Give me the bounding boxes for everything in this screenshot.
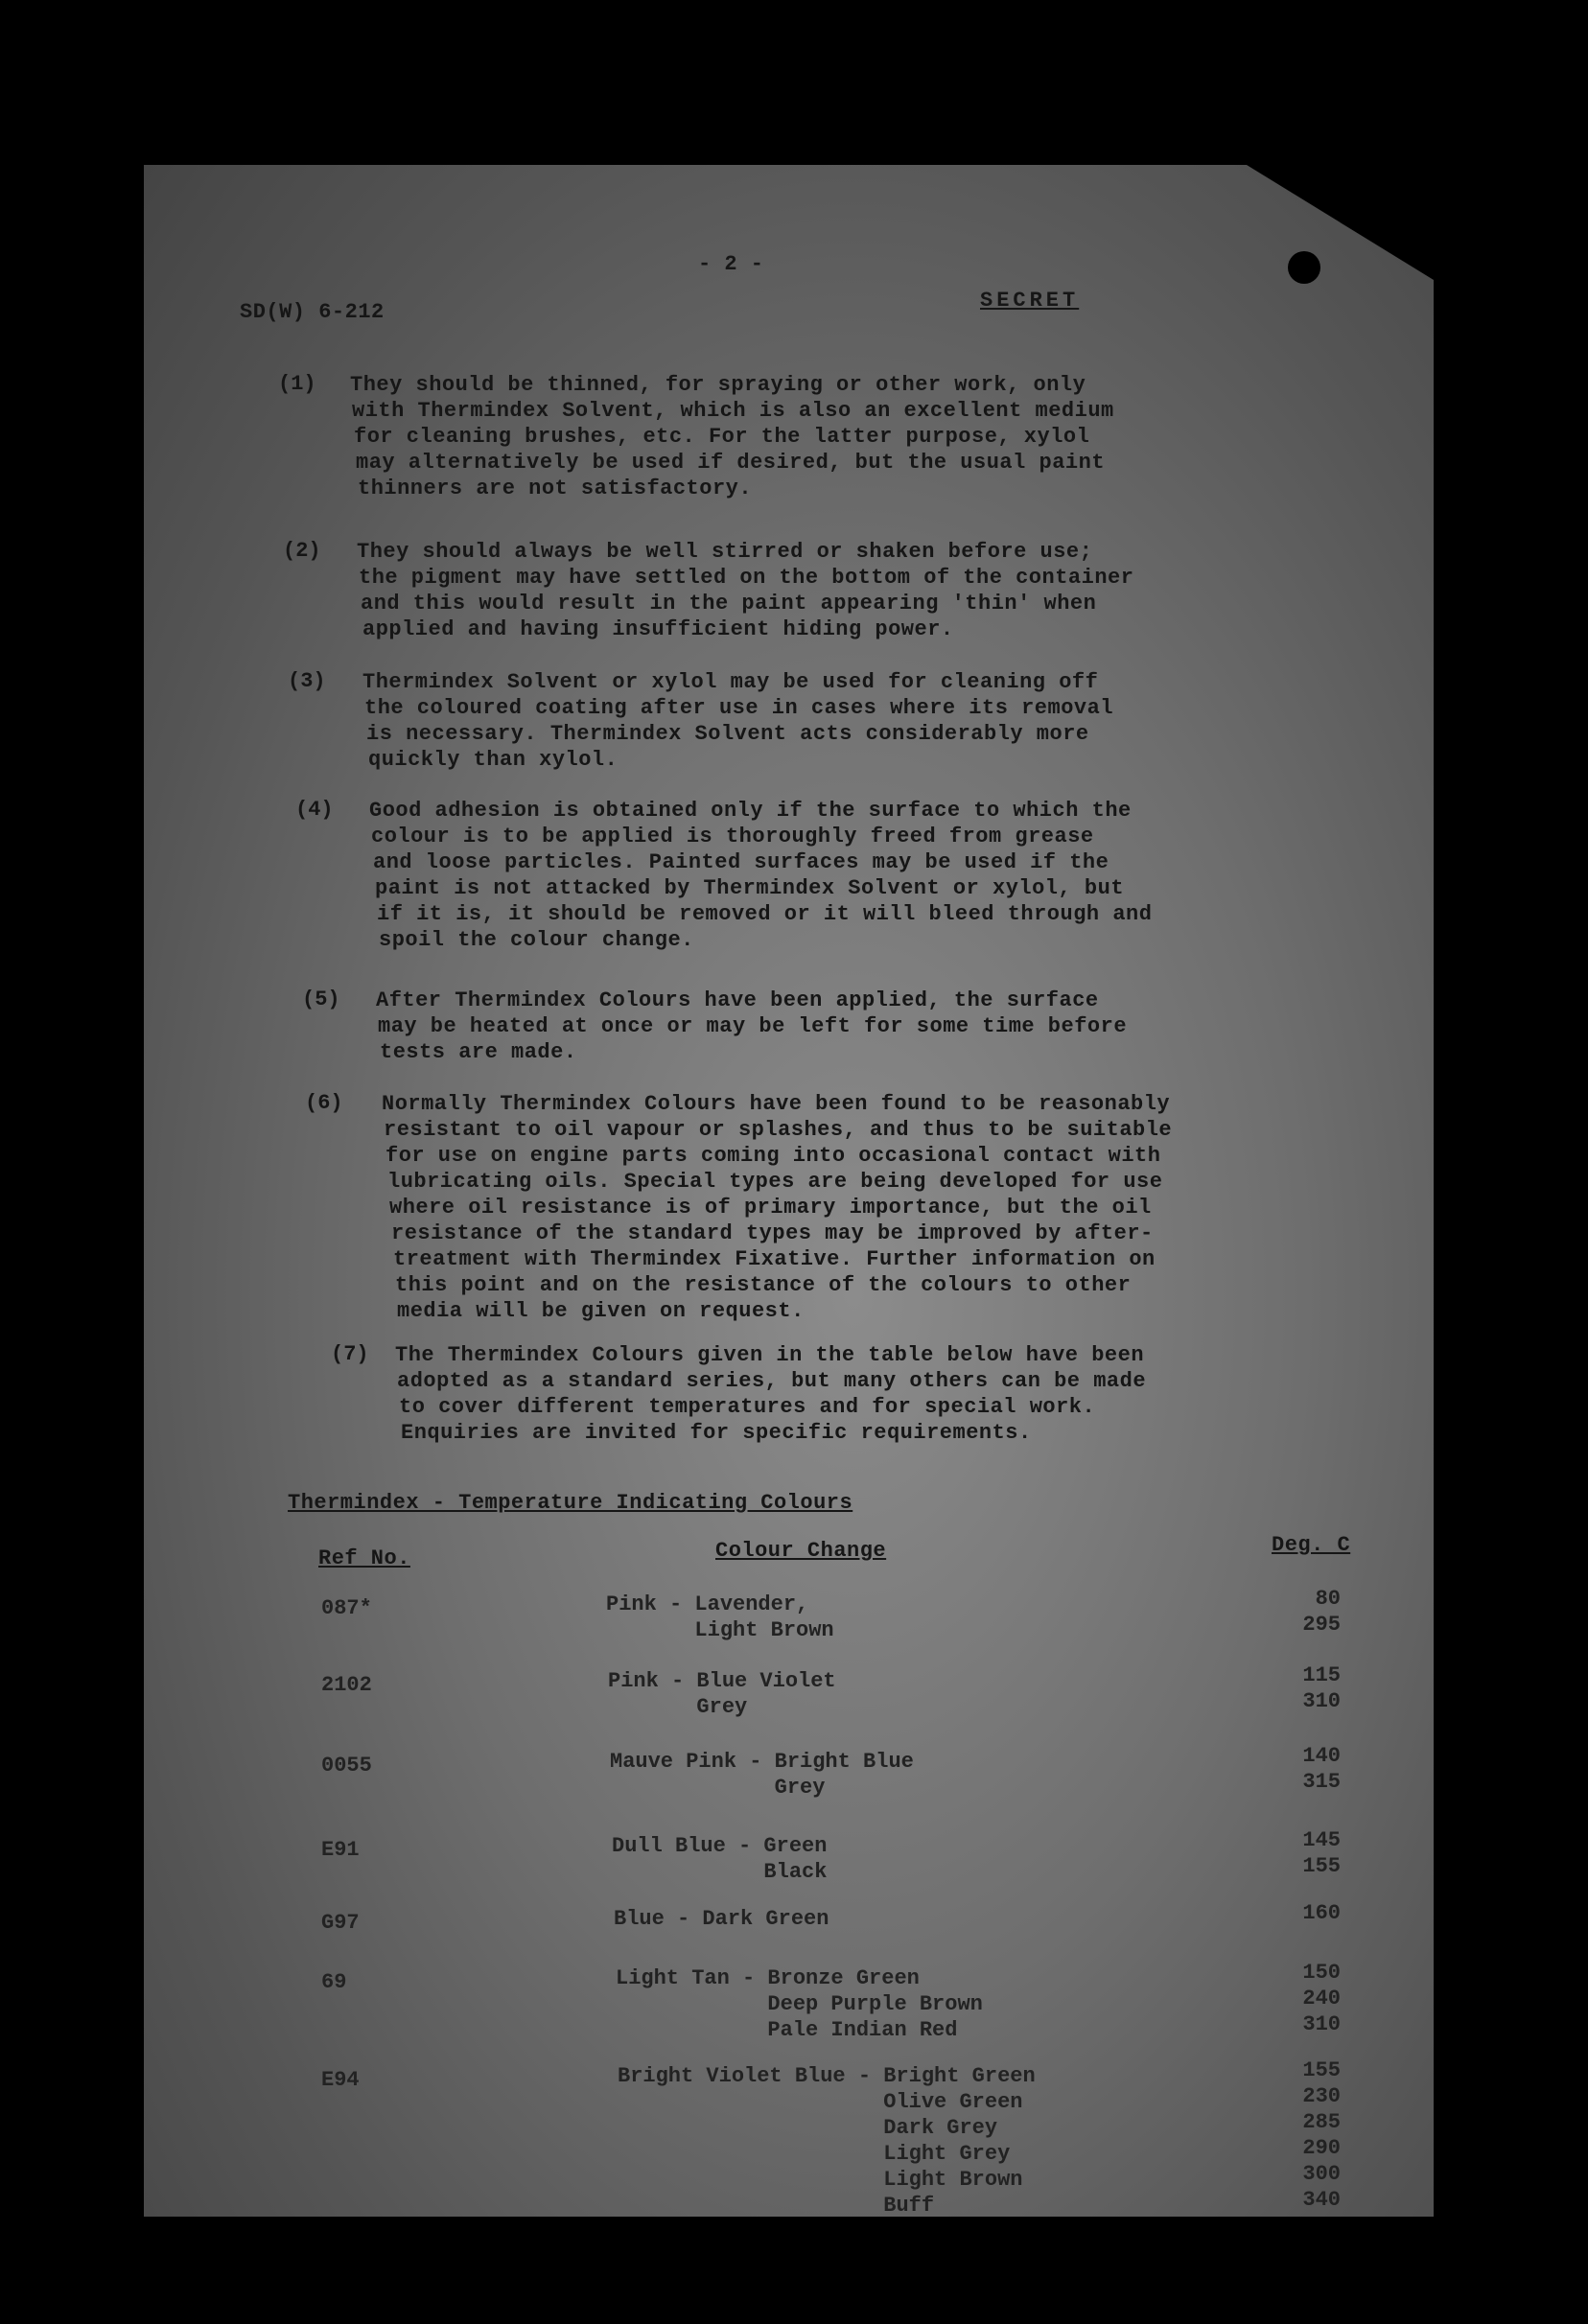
paragraph-line: They should always be well stirred or shaken before use; — [357, 540, 1093, 564]
paragraph-line: After Thermindex Colours have been applied, the surface — [376, 988, 1099, 1012]
table-row-colour-change: Light Tan - Bronze Green Deep Purple Brown Pale Indian Red — [616, 1966, 983, 2042]
table-row-ref: E91 — [321, 1838, 360, 1862]
table-row-ref: 2102 — [321, 1673, 372, 1697]
paragraph-line: treatment with Thermindex Fixative. Further information on — [393, 1247, 1156, 1271]
table-row-ref: 0055 — [321, 1754, 372, 1778]
paragraph-number: (7) — [331, 1342, 369, 1366]
paragraph-line: for cleaning brushes, etc. For the latter purpose, xylol — [354, 425, 1090, 449]
paragraph-line: and this would result in the paint appearing 'thin' when — [361, 592, 1097, 616]
document-reference: SD(W) 6-212 — [240, 300, 385, 324]
column-header-deg: Deg. C — [1272, 1533, 1351, 1557]
table-row-deg: 155 230 285 290 300 340 — [1302, 2058, 1341, 2212]
paragraph-line: applied and having insufficient hiding power. — [362, 617, 954, 641]
table-row-deg: 80 295 — [1302, 1587, 1341, 1637]
paragraph-line: resistant to oil vapour or splashes, and thus to be suitable — [384, 1118, 1173, 1142]
paragraph-line: quickly than xylol. — [368, 748, 619, 772]
punch-hole — [1288, 251, 1320, 284]
paragraph-line: colour is to be applied is thoroughly freed from grease — [371, 825, 1094, 848]
table-row-colour-change: Bright Violet Blue - Bright Green Olive Green Dark Grey Light Grey Light Brown Buff — [618, 2064, 1036, 2218]
paragraph-line: spoil the colour change. — [379, 928, 694, 952]
paragraph-number: (5) — [302, 988, 340, 1011]
paragraph-line: media will be given on request. — [397, 1299, 805, 1323]
paragraph-line: Enquiries are invited for specific requirements. — [401, 1421, 1032, 1445]
table-row-colour-change: Pink - Lavender, Light Brown — [606, 1592, 834, 1642]
paragraph-number: (3) — [288, 669, 326, 693]
paragraph-line: where oil resistance is of primary importance, but the oil — [389, 1196, 1152, 1220]
column-header-colour-change: Colour Change — [715, 1539, 887, 1563]
table-title: Thermindex - Temperature Indicating Colours — [288, 1491, 853, 1515]
paragraph-line: with Thermindex Solvent, which is also an excellent medium — [352, 399, 1114, 423]
classification-mark: SECRET — [980, 289, 1080, 313]
table-row-colour-change: Pink - Blue Violet Grey — [608, 1669, 836, 1719]
table-row-colour-change: Dull Blue - Green Black — [612, 1834, 828, 1884]
table-row-deg: 140 315 — [1302, 1744, 1341, 1794]
paragraph-line: the coloured coating after use in cases where its removal — [364, 696, 1114, 720]
paragraph-line: Normally Thermindex Colours have been found to be reasonably — [382, 1092, 1171, 1116]
table-row-ref: 69 — [321, 1970, 347, 1994]
paragraph-line: is necessary. Thermindex Solvent acts considerably more — [366, 722, 1089, 746]
column-header-ref: Ref No. — [318, 1546, 410, 1570]
paragraph-number: (2) — [283, 539, 321, 563]
table-row-deg: 160 — [1302, 1901, 1341, 1925]
paragraph-line: this point and on the resistance of the colours to other — [395, 1273, 1132, 1297]
table-row-deg: 145 155 — [1302, 1828, 1341, 1878]
paragraph-line: resistance of the standard types may be improved by after- — [391, 1221, 1154, 1245]
paragraph-line: lubricating oils. Special types are being developed for use — [387, 1170, 1163, 1194]
page-number: - 2 - — [698, 252, 764, 276]
paragraph-number: (6) — [305, 1091, 343, 1115]
table-row-deg: 150 240 310 — [1302, 1961, 1341, 2036]
paragraph-line: may alternatively be used if desired, but the usual paint — [356, 451, 1106, 475]
paragraph-line: and loose particles. Painted surfaces may be used if the — [373, 850, 1109, 874]
table-row-deg: 115 310 — [1302, 1663, 1341, 1713]
paragraph-line: adopted as a standard series, but many others can be made — [397, 1369, 1147, 1393]
paragraph-number: (1) — [278, 372, 316, 396]
paragraph-line: thinners are not satisfactory. — [358, 476, 753, 500]
table-row-colour-change: Blue - Dark Green — [614, 1907, 829, 1931]
table-row-ref: 087* — [321, 1596, 372, 1620]
paragraph-line: to cover different temperatures and for special work. — [399, 1395, 1096, 1419]
table-row-ref: G97 — [321, 1911, 360, 1935]
paragraph-line: paint is not attacked by Thermindex Solvent or xylol, but — [375, 876, 1125, 900]
paragraph-number: (4) — [295, 798, 334, 822]
paragraph-line: Good adhesion is obtained only if the surface to which the — [369, 799, 1132, 823]
table-row-colour-change: Mauve Pink - Bright Blue Grey — [610, 1750, 914, 1800]
paragraph-line: if it is, it should be removed or it will bleed through and — [377, 902, 1153, 926]
paragraph-line: may be heated at once or may be left for some time before — [378, 1014, 1128, 1038]
paragraph-line: Thermindex Solvent or xylol may be used for cleaning off — [362, 670, 1099, 694]
paragraph-line: The Thermindex Colours given in the table below have been — [395, 1343, 1145, 1367]
table-row-ref: E94 — [321, 2068, 360, 2092]
paragraph-line: for use on engine parts coming into occasional contact with — [385, 1144, 1161, 1168]
paragraph-line: They should be thinned, for spraying or other work, only — [350, 373, 1086, 397]
paragraph-line: tests are made. — [380, 1040, 577, 1064]
paragraph-line: the pigment may have settled on the bottom of the container — [359, 566, 1134, 590]
